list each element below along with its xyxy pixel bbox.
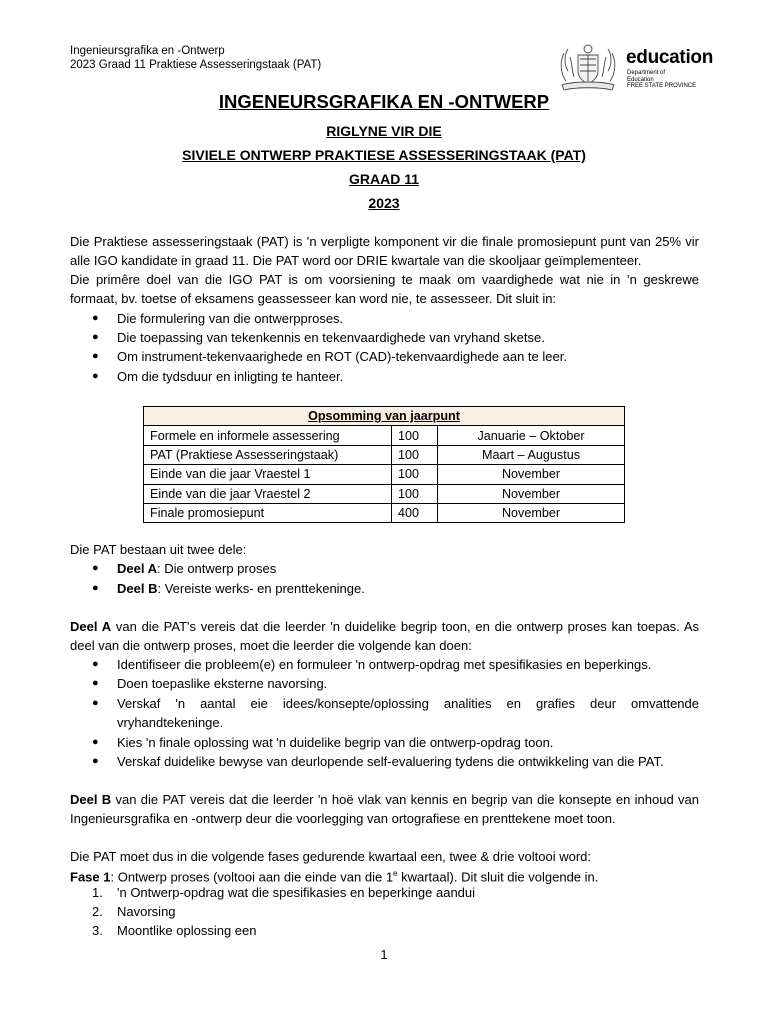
table-cell: 100 <box>392 484 438 503</box>
table-cell: November <box>438 484 625 503</box>
intro-paragraph-1: Die Praktiese assesseringstaak (PAT) is ’n verpligte komponent vir die finale promosiepunt punt van 25% vir alle IGO kandidate in graad 11. Die PAT word oor DRIE kwartale van die skooljaar geïmplementeer. <box>70 234 699 269</box>
bullet-icon: ● <box>92 370 99 382</box>
fase-1-label: Fase 1 <box>70 869 111 885</box>
phase-item-3: Moontlike oplossing een <box>117 923 257 938</box>
deel-a-bullet-1: Identifiseer die probleem(e) en formuleer 'n ontwerp-opdrag met spesifikasies en beperkings. <box>117 657 652 672</box>
bullet-icon: ● <box>92 582 99 594</box>
table-cell: Formele en informele assessering <box>144 426 392 445</box>
logo-sub-line-1: Department of <box>627 70 666 76</box>
part-a-label: Deel A <box>117 561 157 576</box>
subtitle-guidelines: RIGLYNE VIR DIE <box>326 123 442 139</box>
table-cell: Einde van die jaar Vraestel 2 <box>144 484 392 503</box>
logo-sub-line-3: FREE STATE PROVINCE <box>627 83 697 89</box>
part-a-item <box>117 559 276 578</box>
intro-paragraph-2: Die primêre doel van die IGO PAT is om voorsiening te maak om vaardighede wat nie in ’n geskrewe formaat, bv. toetse of eksamens geassesseer kan word nie, te assesseer. Dit sluit in: <box>70 272 699 307</box>
deel-b-paragraph <box>70 790 699 829</box>
deel-a-text: van die PAT's vereis dat die leerder 'n duidelike begrip toon, en die ontwerp proses kan toepas. As deel van die ontwerp proses, moet die leerder die volgende kan doen: <box>70 619 699 654</box>
table-cell: 100 <box>392 426 438 445</box>
logo-sub-line-2: Education <box>627 76 654 83</box>
table-row <box>144 465 625 484</box>
bullet-icon: ● <box>92 312 99 324</box>
page-title: INGENEURSGRAFIKA EN -ONTWERP <box>218 91 550 112</box>
table-cell: 100 <box>392 465 438 484</box>
part-a-text: : Die ontwerp proses <box>156 561 277 576</box>
bullet-icon: ● <box>92 755 99 767</box>
intro-bullet-1: Die formulering van die ontwerpproses. <box>117 311 344 326</box>
table-cell: PAT (Praktiese Assesseringstaak) <box>144 445 392 464</box>
bullet-icon: ● <box>92 736 99 748</box>
deel-a-bullet-4: Kies 'n finale oplossing wat 'n duidelike begrip van die ontwerp-opdrag toon. <box>117 735 554 750</box>
phase-item-1: 'n Ontwerp-opdrag wat die spesifikasies en beperkinge aandui <box>117 885 476 900</box>
table-cell: 100 <box>392 445 438 464</box>
table-row <box>144 484 625 503</box>
table-row <box>144 503 625 522</box>
header-subject: Ingenieursgrafika en -Ontwerp <box>70 45 225 57</box>
table-cell: Maart – Augustus <box>438 445 625 464</box>
part-b-item <box>117 579 365 598</box>
deel-b-text: van die PAT vereis dat die leerder 'n hoë vlak van kennis en begrip van die konsepte en inhoud van Ingenieursgrafika en -ontwerp deur die voorlegging van ortografiese en prenttekene moet toon. <box>70 792 699 827</box>
table-cell: November <box>438 503 625 522</box>
header-task: 2023 Graad 11 Praktiese Assesseringstaak (PAT) <box>70 59 322 71</box>
table-header-row <box>144 407 625 426</box>
table-cell: Januarie – Oktober <box>438 426 625 445</box>
subtitle-grade: GRAAD 11 <box>348 171 420 187</box>
list-number: 1. <box>92 885 103 900</box>
bullet-icon: ● <box>92 677 99 689</box>
deel-a-bullet-5: Verskaf duidelike bewyse van deurlopende self-evaluering tydens die ontwikkeling van die PAT. <box>117 754 664 769</box>
table-cell: Einde van die jaar Vraestel 1 <box>144 465 392 484</box>
year-mark-summary-table <box>143 406 625 523</box>
phases-intro: Die PAT moet dus in die volgende fases gedurende kwartaal een, twee & drie voltooi word: <box>70 849 592 864</box>
part-b-text: : Vereiste werks- en prenttekeninge. <box>157 581 365 596</box>
deel-a-bullet-3: Verskaf 'n aantal eie idees/konsepte/oplossing analities en grafies deur omvattende vryhandtekeninge. <box>117 696 699 731</box>
subtitle-pat: SIVIELE ONTWERP PRAKTIESE ASSESSERINGSTAAK (PAT) <box>182 147 586 163</box>
education-logo-subtitle <box>627 70 696 90</box>
list-number: 3. <box>92 923 103 938</box>
intro-bullet-4: Om die tydsduur en inligting te hanteer. <box>117 369 344 384</box>
deel-a-bullet-2: Doen toepaslike eksterne navorsing. <box>117 676 328 691</box>
phase-item-2: Navorsing <box>117 904 176 919</box>
table-row <box>144 426 625 445</box>
list-number: 2. <box>92 904 103 919</box>
fase-1-text-a: : Ontwerp proses (voltooi aan die einde van die 1 <box>110 869 394 885</box>
bullet-icon: ● <box>92 697 99 709</box>
deel-a-label: Deel A <box>70 619 112 634</box>
education-logo-word: education <box>626 47 714 68</box>
deel-a-paragraph <box>70 617 699 656</box>
table-cell: November <box>438 465 625 484</box>
bullet-icon: ● <box>92 562 99 574</box>
table-row <box>144 445 625 464</box>
bullet-icon: ● <box>92 658 99 670</box>
part-b-label: Deel B <box>117 581 158 596</box>
bullet-icon: ● <box>92 350 99 362</box>
intro-bullet-2: Die toepassing van tekenkennis en tekenvaardighede van vryhand sketse. <box>117 330 545 345</box>
fase-1-text-b: kwartaal). Dit sluit die volgende in. <box>397 869 599 885</box>
parts-intro: Die PAT bestaan uit twee dele: <box>70 542 247 557</box>
intro-bullet-3: Om instrument-tekenvaarighede en ROT (CAD)-tekenvaardighede aan te leer. <box>117 349 567 364</box>
table-cell: Finale promosiepunt <box>144 503 392 522</box>
fase-1-sup: e <box>393 869 398 878</box>
table-title: Opsomming van jaarpunt <box>144 407 625 426</box>
table-cell: 400 <box>392 503 438 522</box>
page-number: 1 <box>380 947 388 962</box>
deel-b-label: Deel B <box>70 792 112 807</box>
subtitle-year: 2023 <box>368 195 400 211</box>
bullet-icon: ● <box>92 331 99 343</box>
